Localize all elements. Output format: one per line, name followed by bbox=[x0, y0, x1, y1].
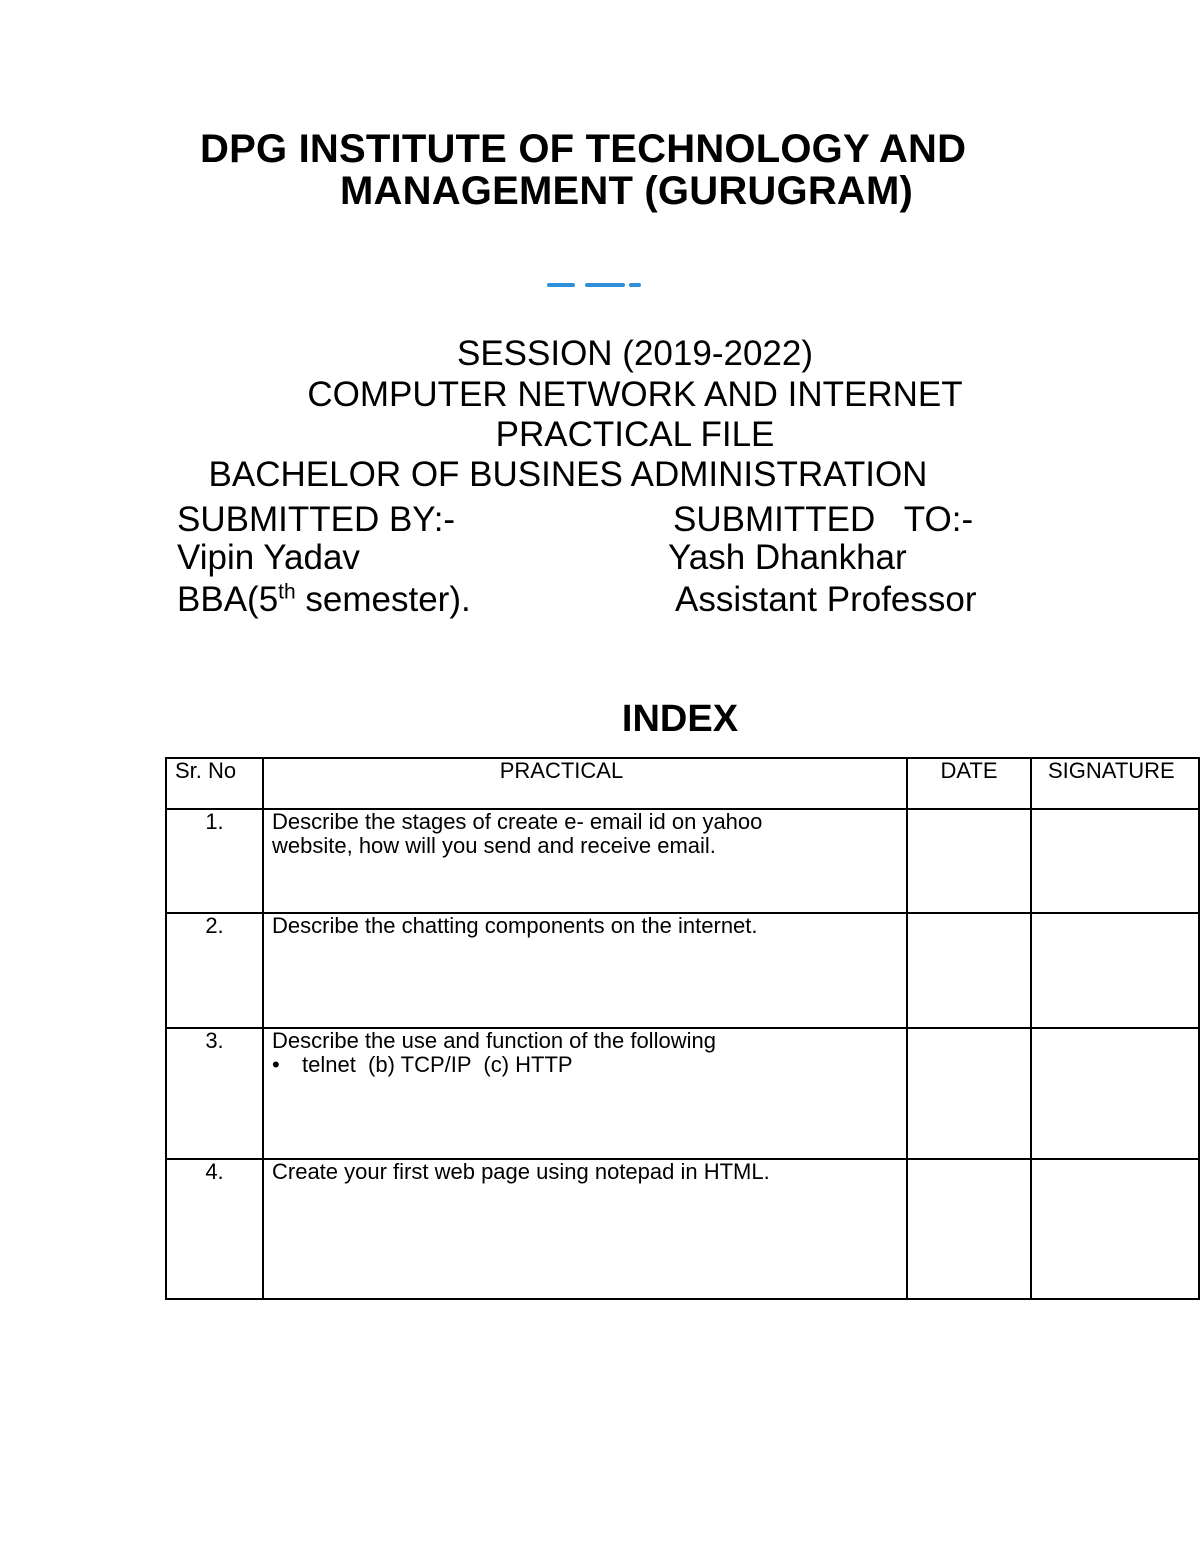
table-header-row bbox=[166, 758, 1199, 809]
date-cell bbox=[907, 913, 1031, 1028]
signature-cell bbox=[1031, 1028, 1199, 1159]
practical-description: Describe the use and function of the following • telnet (b) TCP/IP (c) HTTP bbox=[263, 1028, 907, 1159]
index-table bbox=[165, 757, 1200, 1300]
logo-fragment-icon bbox=[535, 283, 645, 289]
row-number: 3. bbox=[166, 1028, 263, 1159]
table-row bbox=[166, 913, 1199, 1028]
date-cell bbox=[907, 1159, 1031, 1299]
subject-line: COMPUTER NETWORK AND INTERNET bbox=[307, 375, 963, 414]
column-header-date: DATE bbox=[907, 758, 1031, 809]
index-title: INDEX bbox=[621, 698, 739, 740]
table-row bbox=[166, 1159, 1199, 1299]
signature-cell bbox=[1031, 913, 1199, 1028]
practical-description: Describe the stages of create e- email id on yahoo website, how will you send and receive email. bbox=[263, 809, 907, 913]
submitted-to-label: SUBMITTED TO:- bbox=[673, 500, 974, 539]
degree-line: BACHELOR OF BUSINES ADMINISTRATION bbox=[208, 455, 928, 494]
row-number: 1. bbox=[166, 809, 263, 913]
teacher-designation: Assistant Professor bbox=[675, 580, 977, 619]
session-line: SESSION (2019-2022) bbox=[456, 334, 813, 373]
row-number: 2. bbox=[166, 913, 263, 1028]
file-type-line: PRACTICAL FILE bbox=[495, 415, 775, 454]
row-number: 4. bbox=[166, 1159, 263, 1299]
teacher-name: Yash Dhankhar bbox=[668, 538, 907, 577]
submitted-by-label: SUBMITTED BY:- bbox=[177, 500, 456, 539]
column-header-signature: SIGNATURE bbox=[1031, 758, 1199, 809]
practical-description: Create your first web page using notepad in HTML. bbox=[263, 1159, 907, 1299]
signature-cell bbox=[1031, 1159, 1199, 1299]
column-header-sr-no: Sr. No bbox=[166, 758, 263, 809]
bullet-icon: • bbox=[272, 1052, 280, 1077]
date-cell bbox=[907, 1028, 1031, 1159]
institute-name-line-2: MANAGEMENT (GURUGRAM) bbox=[340, 169, 914, 213]
student-name: Vipin Yadav bbox=[177, 538, 360, 577]
table-row bbox=[166, 809, 1199, 913]
signature-cell bbox=[1031, 809, 1199, 913]
institute-name-line-1: DPG INSTITUTE OF TECHNOLOGY AND bbox=[200, 127, 967, 171]
practical-description: Describe the chatting components on the internet. bbox=[263, 913, 907, 1028]
practical-bullet-item: • telnet (b) TCP/IP (c) HTTP bbox=[272, 1052, 573, 1077]
column-header-practical: PRACTICAL bbox=[263, 758, 907, 809]
date-cell bbox=[907, 809, 1031, 913]
table-row bbox=[166, 1028, 1199, 1159]
student-class: BBA(5th semester). bbox=[177, 580, 471, 619]
